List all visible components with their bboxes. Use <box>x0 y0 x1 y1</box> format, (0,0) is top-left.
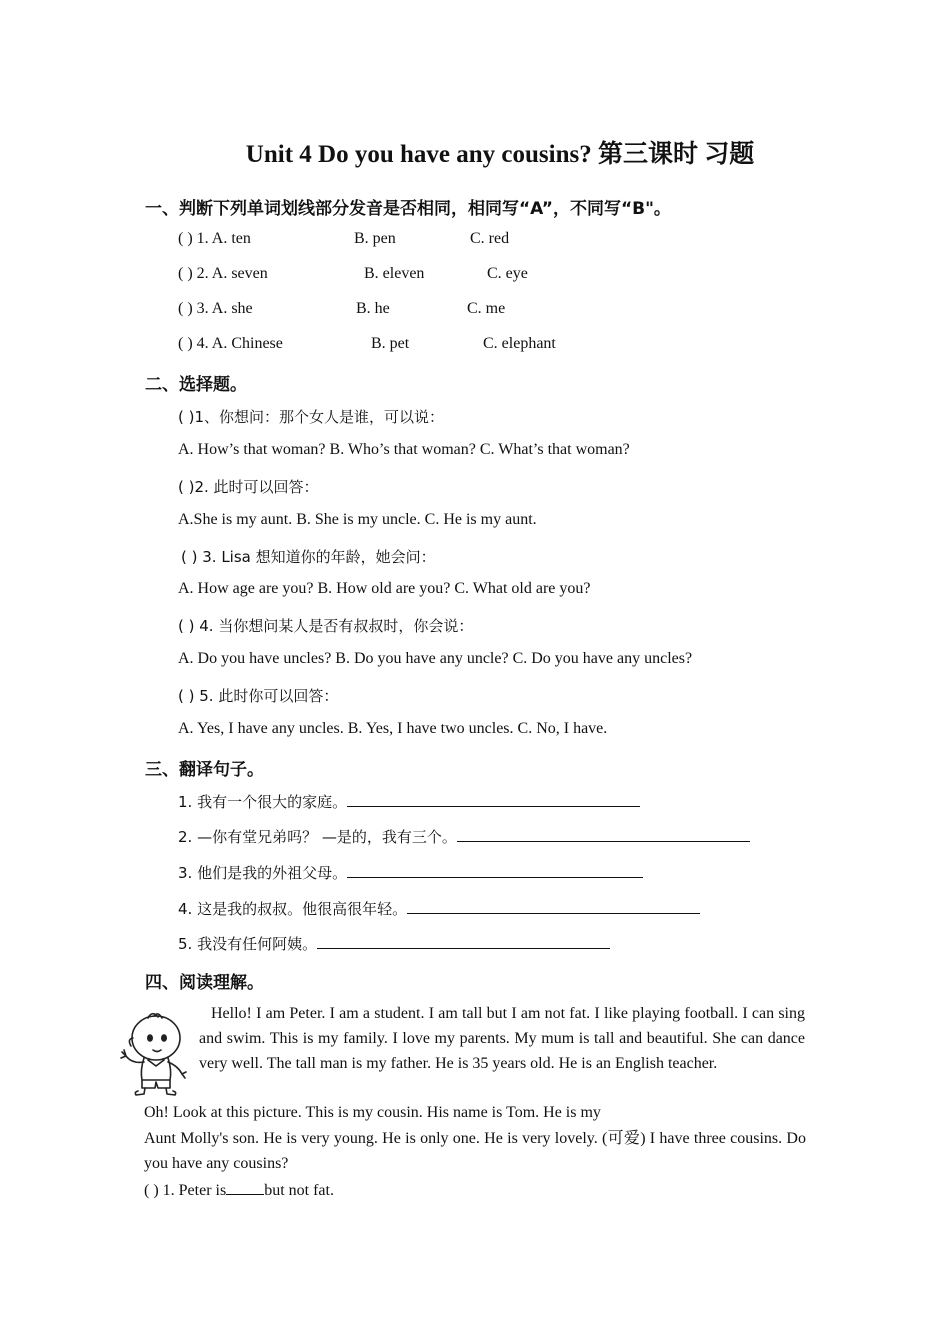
answer-blank[interactable] <box>347 790 640 807</box>
choice-q5: ( ) 5. 此时你可以回答： <box>178 687 339 705</box>
answer-blank[interactable] <box>407 897 700 914</box>
choice-q2: ( )2. 此时可以回答： <box>178 478 319 496</box>
reading-q1-suffix: but not fat. <box>264 1182 334 1199</box>
phonics-q1: ( ) 1. A. ten <box>178 230 251 247</box>
translate-number: 1. <box>178 793 193 811</box>
translate-text: 他们是我的外祖父母。 <box>197 864 348 882</box>
answer-blank[interactable] <box>457 825 750 842</box>
boy-illustration <box>118 1008 192 1098</box>
translate-item-1 <box>178 790 640 812</box>
phonics-q2-b: B. eleven <box>364 265 425 282</box>
reading-paragraph-3: Aunt Molly's son. He is very young. He is only one. He is very lovely. (可爱) I have three cousins. Do you have any cousins? <box>144 1130 806 1172</box>
choice-q3-options: A. How age are you? B. How old are you? C. What old are you? <box>178 580 591 597</box>
section-1-heading: 一、判断下列单词划线部分发音是否相同，相同写“A”，不同写“B"。 <box>145 199 671 219</box>
choice-q4: ( ) 4. 当你想问某人是否有叔叔时，你会说： <box>178 617 474 635</box>
reading-q1-prefix: ( ) 1. Peter is <box>144 1182 227 1199</box>
choice-q4-options: A. Do you have uncles? B. Do you have any uncle? C. Do you have any uncles? <box>178 650 693 667</box>
phonics-q1-c: C. red <box>470 230 510 247</box>
translate-number: 2. <box>178 828 193 846</box>
translate-text: 我有一个很大的家庭。 <box>197 793 348 811</box>
translate-number: 4. <box>178 900 193 918</box>
translate-text: —你有堂兄弟吗？ —是的，我有三个。 <box>197 828 457 846</box>
phonics-q4: ( ) 4. A. Chinese <box>178 335 283 352</box>
choice-q5-options: A. Yes, I have any uncles. B. Yes, I have two uncles. C. No, I have. <box>178 720 608 737</box>
translate-item-4 <box>178 897 700 919</box>
phonics-q2-c: C. eye <box>487 265 528 282</box>
phonics-q3-b: B. he <box>356 300 390 317</box>
translate-text: 我没有任何阿姨。 <box>197 935 318 953</box>
phonics-q3: ( ) 3. A. she <box>178 300 253 317</box>
phonics-q3-c: C. me <box>467 300 506 317</box>
phonics-q2: ( ) 2. A. seven <box>178 265 268 282</box>
answer-blank[interactable] <box>317 932 610 949</box>
translate-item-2 <box>178 825 750 847</box>
translate-item-3 <box>178 861 643 883</box>
section-3-heading: 三、翻译句子。 <box>145 760 264 780</box>
reading-paragraph-2: Oh! Look at this picture. This is my cousin. His name is Tom. He is my <box>144 1104 601 1121</box>
answer-blank[interactable] <box>226 1178 264 1195</box>
page-title: Unit 4 Do you have any cousins? 第三课时 习题 <box>245 141 755 168</box>
choice-q1-options: A. How’s that woman? B. Who’s that woman? C. What’s that woman? <box>178 441 630 458</box>
section-4-heading: 四、阅读理解。 <box>145 973 264 993</box>
phonics-q4-b: B. pet <box>371 335 410 352</box>
answer-blank[interactable] <box>347 861 643 878</box>
translate-number: 5. <box>178 935 193 953</box>
section-2-heading: 二、选择题。 <box>145 375 247 395</box>
choice-q3: ( ) 3. Lisa 想知道你的年龄，她会问： <box>181 548 436 566</box>
translate-item-5 <box>178 932 610 954</box>
translate-text: 这是我的叔叔。他很高很年轻。 <box>197 900 408 918</box>
choice-q2-options: A.She is my aunt. B. She is my uncle. C. He is my aunt. <box>178 511 537 528</box>
phonics-q1-b: B. pen <box>354 230 396 247</box>
choice-q1: ( )1、你想问：那个女人是谁，可以说： <box>178 408 445 426</box>
translate-number: 3. <box>178 864 193 882</box>
reading-q1 <box>144 1178 334 1200</box>
phonics-q4-c: C. elephant <box>483 335 556 352</box>
reading-paragraph-1: Hello! I am Peter. I am a student. I am tall but I am not fat. I like playing football. I can sing and swim. This is my family. I love my parents. My mum is tall and beautiful. She can dance very well. The tall man is my father. He is 35 years old. He is an English teacher. <box>199 1005 805 1072</box>
